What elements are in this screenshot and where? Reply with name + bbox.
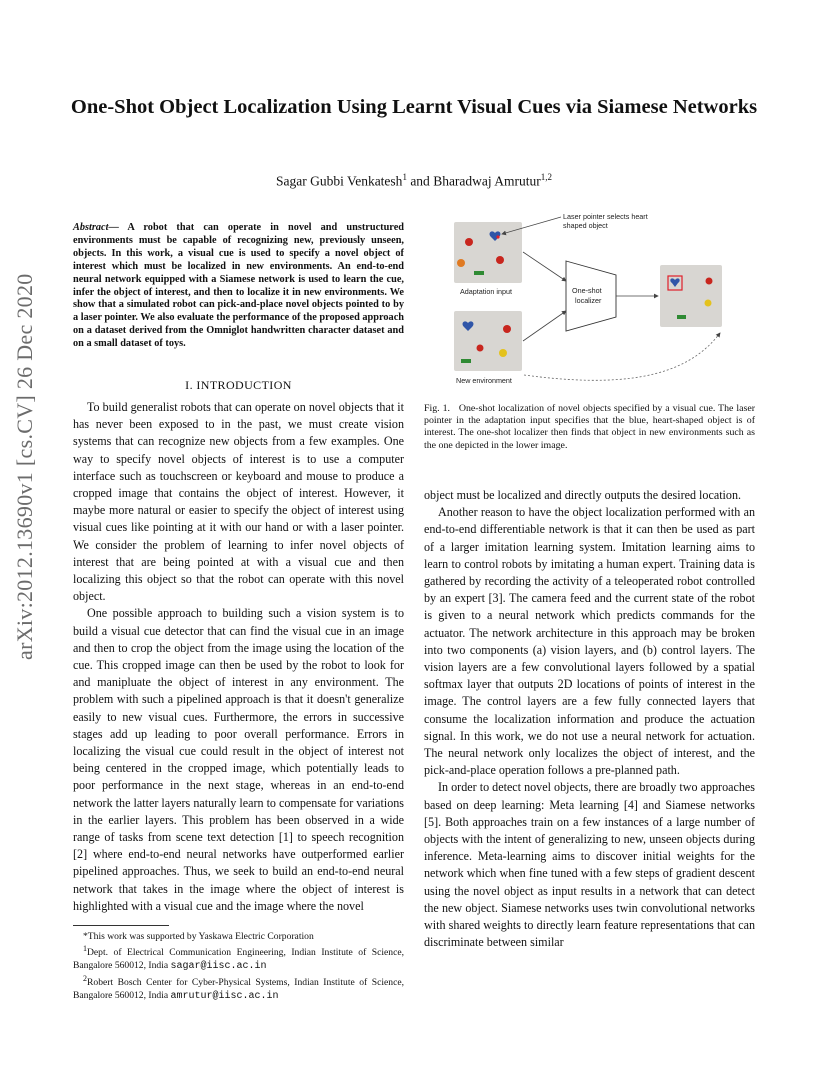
footnotes	[73, 931, 404, 1003]
red-object	[465, 238, 473, 246]
author-2-affiliation: 1,2	[540, 172, 553, 182]
column-left-body	[73, 399, 404, 915]
green-object	[461, 359, 471, 363]
author-1: Sagar Gubbi Venkatesh	[275, 173, 403, 189]
footnote-rule	[73, 925, 169, 926]
arxiv-stamp: arXiv:2012.13690v1 [cs.CV] 26 Dec 2020	[12, 273, 37, 660]
yellow-object	[705, 300, 712, 307]
paragraph: One possible approach to building such a vision system is to build a visual cue detector that can find the visual cue in an image and then to crop the object from the image using the location of the cue. This cropped image can then be used by the robot to look for and manipluate the object of interest in any environment. The problem with such a pipelined approach is that it doesn't generalize easily to new visual cues. Furthermore, the errors in successive stages add up leading to poor overall performance. Errors in localizing the visual cue could result in the object of interest not being centered in the cropped image, which potentially leads to poor performance in the next stage, whereas in an end-to-end network the latter layers naturally learn to compensate for variations in the earlier layers. This problem has been observed in a wide range of tasks from scene text detection [1] to speech recognition [2] where end-to-end neural networks have outperformed earlier pipelined approaches. Thus, we seek to build an end-to-end neural network that takes in the image where the object of interest is highlighted with a visual cue and the image where the novel	[73, 606, 404, 913]
paper-title: One-Shot Object Localization Using Learnt Visual Cues via Siamese Networks	[70, 96, 758, 118]
red-object	[496, 256, 504, 264]
column-right-body	[424, 487, 755, 951]
feedback-dotted-arrow	[524, 333, 720, 380]
label-localizer-line2: localizer	[575, 296, 602, 305]
label-adaptation-input: Adaptation input	[460, 287, 512, 296]
new-environment-photo	[454, 311, 522, 371]
green-object	[677, 315, 686, 319]
section-heading-introduction: I. INTRODUCTION	[185, 378, 292, 392]
abstract-text: A robot that can operate in novel and unstructured environments must be capable of recognizing new, previously unseen, objects. In this work, a visual cue is used to specify a novel object of interest which must be localized in new environments. An end-to-end neural network equipped with a Siamese network is used to learn the cue, infer the object of interest, and then to localize it in new environments. We show that a simulated robot can pick-and-place novel objects pointed to by a laser pointer. We also evaluate the performance of the proposed approach on a dataset derived from the Omniglot handwritten character dataset and on a small dataset of toys.	[73, 222, 404, 350]
footnote-1-email: sagar@iisc.ac.in	[170, 961, 267, 972]
caption-text: One-shot localization of novel objects specified by a visual cue. The laser pointer in the adaptation input specifies that the blue, heart-shaped object is of interest. The one-shot localizer then finds that object in new environments such as the one depicted in the lower image.	[424, 403, 755, 451]
red-object	[503, 325, 511, 333]
footnote-2-text: Robert Bosch Center for Cyber-Physical Systems, Indian Institute of Science, Bangalore 560012, India	[73, 977, 404, 1001]
footnote-2-email: amrutur@iisc.ac.in	[170, 991, 279, 1002]
paragraph: In order to detect novel objects, there are broadly two approaches based on deep learning: Meta learning [4] and Siamese networks [5]. Both approaches train on a few instances of a large number of objects with the intent of generalizing to new, unseen objects during inference. Meta-learning aims to discover initial weights for the network which when fine tuned with a few steps of gradient descent using the novel object as input results in a network that can detect the new object. Siamese networks uses twin convolutional networks with shared weights to directly learn feature representations that can discriminate between similar	[424, 780, 755, 950]
paragraph: To build generalist robots that can operate on novel objects that it has never been exposed to in the past, we must create vision systems that can recognize new objects from a few examples. One way to specify novel objects of interest is to use a computer interface such as touchscreen or keyboard and mouse to produce a cropped image that contains the object of interest. However, it maybe more natural or easier to specify the object of interest using visual cues like pointing at it with our hand or with a laser pointer. We consider the problem of learning to infer novel objects of interest that are being pointed at with a visual cue and then localizing this object so that the robot can operate with this novel object.	[73, 400, 404, 604]
label-laser-pointer: Laser pointer selects heart	[563, 212, 648, 221]
label-new-environment: New environment	[456, 376, 512, 385]
caption-label: Fig. 1.	[424, 403, 450, 414]
red-object	[477, 345, 484, 352]
label-laser-pointer-cont: shaped object	[563, 221, 608, 230]
laser-dot	[496, 235, 499, 238]
figure-1	[424, 205, 755, 390]
author-2: Bharadwaj Amrutur	[433, 173, 541, 189]
arrow-adaptation-to-localizer	[523, 252, 566, 281]
red-object	[706, 278, 713, 285]
yellow-object	[499, 349, 507, 357]
footnote-funding: *This work was supported by Yaskawa Electric Corporation	[83, 931, 314, 942]
figure-1-caption	[424, 403, 755, 452]
paragraph: Another reason to have the object localization performed with an end-to-end differentiable network is that it can then be used as part of a larger imitation learning system. Imitation learning aims to learn to control robots by imitating a human expert. Training data is gathered by recording the activity of a teleoperated robot controlled by an expert [3]. The camera feed and the current state of the robot is given to a neural network which predicts commands for the actuator. The network architecture in this approach may be broken into two components (a) vision layers, and (b) control layers. The vision layers are a few convolutional layers followed by a spatial softmax layer that outputs 2D locations of points of interest in the image. The control layers are a few fully connected layers that consume the localization information and produce the actuation signal. In this work, we do not use a neural network for actuation. The neural network only localizes the object of interest, and the pick-and-place operation follows a pre-planned path.	[424, 505, 755, 778]
footnote-1	[73, 943, 404, 973]
output-photo-bg	[660, 265, 722, 327]
author-line	[60, 172, 768, 190]
footnote-2-marker: 2	[83, 974, 87, 984]
footnote-2	[73, 973, 404, 1003]
author-conjunction: and	[410, 173, 430, 189]
abstract-dash: —	[108, 222, 128, 233]
footnote-1-text: Dept. of Electrical Communication Engineering, Indian Institute of Science, Bangalore 560012, India	[73, 947, 404, 971]
label-localizer-line1: One-shot	[572, 286, 602, 295]
author-1-affiliation: 1	[402, 172, 407, 182]
orange-object	[457, 259, 465, 267]
paragraph-continuation: object must be localized and directly outputs the desired location.	[424, 488, 742, 502]
arrow-environment-to-localizer	[523, 311, 566, 341]
abstract	[73, 222, 404, 351]
green-object	[474, 271, 484, 275]
output-photo	[660, 265, 722, 327]
footnote-1-marker: 1	[83, 944, 87, 954]
abstract-label: Abstract	[73, 222, 109, 233]
